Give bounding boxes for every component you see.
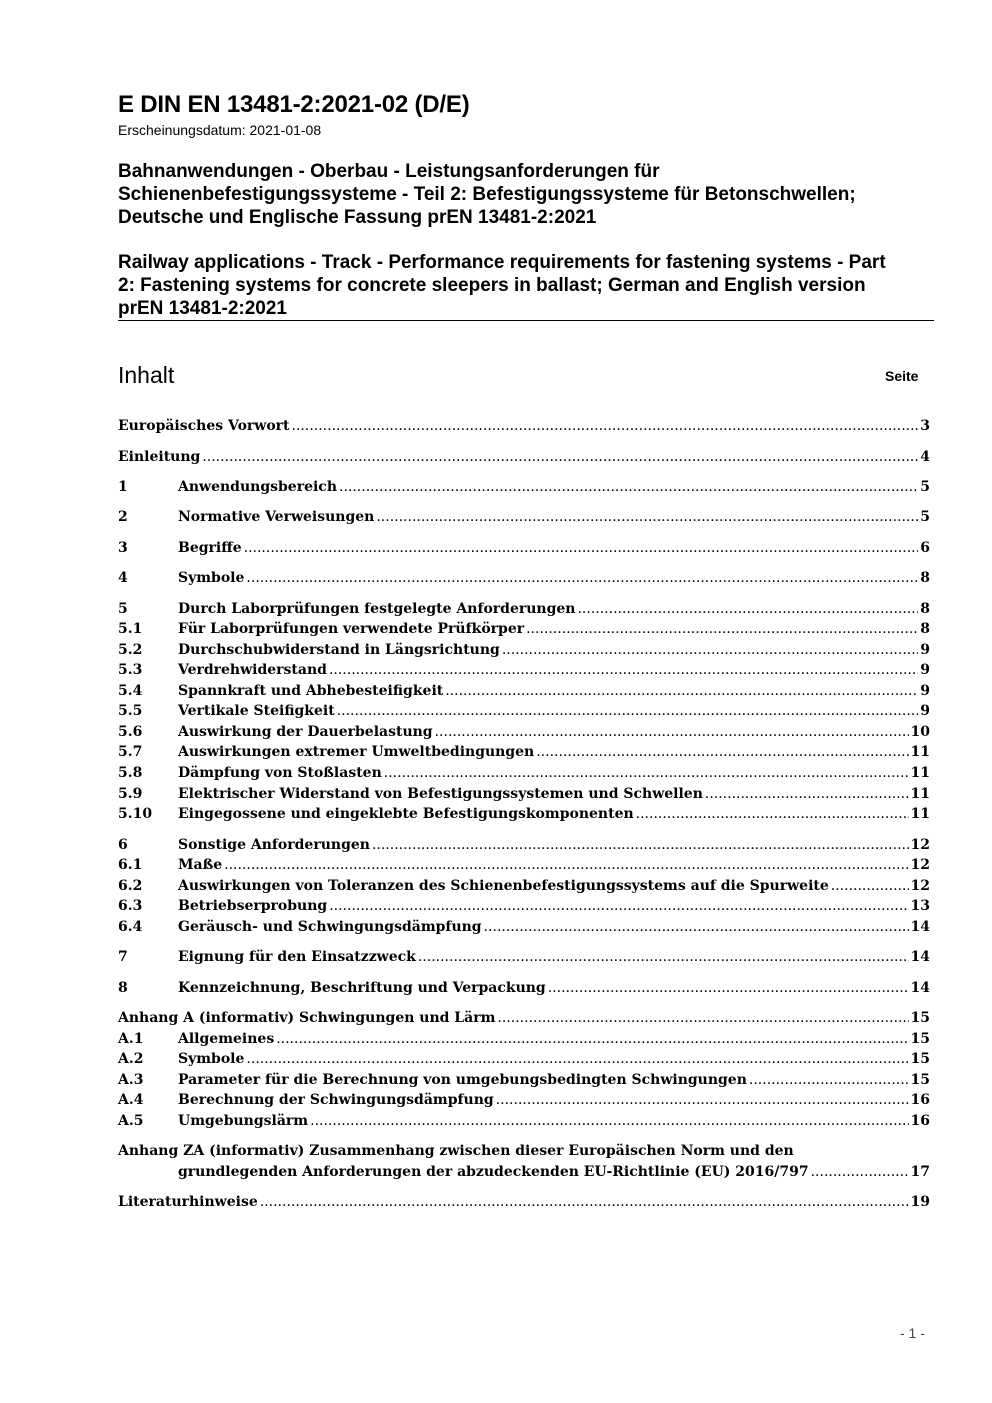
toc-entry-number: A.1: [118, 1031, 144, 1047]
toc-dot-leader: [260, 1194, 909, 1210]
toc-entry[interactable]: [118, 703, 930, 723]
toc-entry-title: Umgebungslärm: [178, 1113, 309, 1129]
toc-entry-page: 17: [910, 1164, 930, 1180]
toc-entry-title: Berechnung der Schwingungsdämpfung: [178, 1092, 494, 1108]
toc-entry-number: A.3: [118, 1072, 144, 1088]
toc-entry-title: Symbole: [178, 1051, 245, 1067]
toc-entry-title: Geräusch- und Schwingungsdämpfung: [178, 919, 482, 935]
toc-entry-title: Auswirkungen extremer Umweltbedingungen: [178, 744, 535, 760]
toc-entry-page: 15: [910, 1051, 930, 1067]
toc-entry-number: 5.10: [118, 806, 153, 822]
toc-dot-leader: [705, 786, 909, 802]
toc-entry-title: Europäisches Vorwort: [118, 418, 290, 434]
toc-dot-leader: [339, 479, 918, 495]
toc-entry-page: 11: [910, 786, 930, 802]
toc-entry[interactable]: [118, 1092, 930, 1112]
toc-dot-leader: [384, 765, 909, 781]
toc-entry-number: 6.2: [118, 878, 143, 894]
toc-entry[interactable]: [118, 949, 930, 969]
toc-dot-leader: [497, 1010, 908, 1026]
title-english: [118, 251, 938, 320]
toc-entry-title: Für Laborprüfungen verwendete Prüfkörper: [178, 621, 525, 637]
toc-entry-page: 12: [910, 857, 930, 873]
toc-entry-number: 5.4: [118, 683, 143, 699]
toc-entry-number: 3: [118, 540, 128, 556]
toc-entry-page: 5: [920, 509, 930, 525]
toc-entry-title: Allgemeines: [178, 1031, 275, 1047]
toc-entry-number: 2: [118, 509, 128, 525]
toc-entry-title: Anhang A (informativ) Schwingungen und Lärm: [118, 1010, 496, 1026]
toc-dot-leader: [276, 1031, 908, 1047]
toc-entry-title: Eignung für den Einsatzzweck: [178, 949, 416, 965]
toc-dot-leader: [526, 621, 918, 637]
toc-entry[interactable]: [118, 980, 930, 1000]
toc-entry-page: 16: [910, 1092, 930, 1108]
toc-entry-title: Betriebserprobung: [178, 898, 328, 914]
toc-entry-page: 13: [910, 898, 930, 914]
toc-entry[interactable]: [118, 570, 930, 590]
toc-entry[interactable]: [118, 919, 930, 939]
toc-dot-leader: [376, 509, 918, 525]
toc-entry-title: Begriffe: [178, 540, 242, 556]
toc-entry[interactable]: [118, 744, 930, 764]
toc-entry-page: 19: [910, 1194, 930, 1210]
toc-entry-page: 15: [910, 1072, 930, 1088]
toc-entry-title: Anwendungsbereich: [178, 479, 337, 495]
toc-entry-page: 8: [920, 601, 930, 617]
toc-entry[interactable]: [118, 786, 930, 806]
toc-entry-page: 15: [910, 1031, 930, 1047]
toc-entry-number: 5.3: [118, 662, 143, 678]
toc-entry-number: A.5: [118, 1113, 144, 1129]
toc-dot-leader: [329, 662, 918, 678]
toc-entry-title: Symbole: [178, 570, 245, 586]
toc-dot-leader: [536, 744, 908, 760]
title-german-line: Deutsche und Englische Fassung prEN 13481-2:2021: [118, 207, 597, 228]
toc-dot-leader: [202, 449, 918, 465]
toc-dot-leader: [292, 418, 919, 434]
toc-entry[interactable]: [118, 1113, 930, 1133]
toc-entry-page: 12: [910, 837, 930, 853]
toc-dot-leader: [246, 1051, 908, 1067]
toc-dot-leader: [418, 949, 909, 965]
toc-entry-page: 8: [920, 621, 930, 637]
toc-entry[interactable]: [118, 642, 930, 662]
toc-dot-leader: [831, 878, 909, 894]
title-german-line: Bahnanwendungen - Oberbau - Leistungsanforderungen für: [118, 161, 660, 182]
toc-entry-page: 11: [910, 744, 930, 760]
toc-entry[interactable]: [118, 765, 930, 785]
toc-entry[interactable]: [118, 621, 930, 641]
toc-entry[interactable]: [118, 724, 930, 744]
toc-entry[interactable]: [118, 1031, 930, 1051]
toc-dot-leader: [244, 540, 919, 556]
toc-entry[interactable]: [118, 418, 930, 438]
toc-dot-leader: [435, 724, 909, 740]
toc-entry-title: grundlegenden Anforderungen der abzudeckenden EU-Richtlinie (EU) 2016/797: [178, 1164, 809, 1180]
toc-entry[interactable]: [118, 449, 930, 469]
toc-dot-leader: [496, 1092, 909, 1108]
toc-entry-page: 15: [910, 1010, 930, 1026]
toc-entry-page: 14: [910, 980, 930, 996]
toc-entry[interactable]: [118, 601, 930, 621]
toc-entry-page: 14: [910, 949, 930, 965]
toc-dot-leader: [329, 898, 908, 914]
toc-entry-page: 6: [920, 540, 930, 556]
toc-entry[interactable]: [118, 509, 930, 529]
toc-entry-title: Dämpfung von Stoßlasten: [178, 765, 382, 781]
toc-entry[interactable]: [118, 1143, 930, 1163]
toc-entry[interactable]: [118, 662, 930, 682]
toc-entry-title: Vertikale Steifigkeit: [178, 703, 335, 719]
title-english-line: Railway applications - Track - Performance requirements for fastening systems - Part: [118, 252, 886, 273]
toc-entry-title: Spannkraft und Abhebesteifigkeit: [178, 683, 444, 699]
toc-entry[interactable]: [118, 1010, 930, 1030]
document-id: E DIN EN 13481-2:2021-02 (D/E): [118, 91, 470, 118]
toc-entry-title: Maße: [178, 857, 223, 873]
toc-entry-page: 5: [920, 479, 930, 495]
page-number: - 1 -: [900, 1325, 925, 1341]
toc-dot-leader: [445, 683, 918, 699]
toc-entry[interactable]: [118, 540, 930, 560]
toc-entry-number: 6.4: [118, 919, 143, 935]
toc-entry-page: 9: [920, 642, 930, 658]
toc-entry-number: 7: [118, 949, 128, 965]
toc-entry-page: 16: [910, 1113, 930, 1129]
toc-entry-number: 6.1: [118, 857, 143, 873]
toc-entry[interactable]: [118, 683, 930, 703]
toc-entry[interactable]: [118, 857, 930, 877]
toc-entry-number: 1: [118, 479, 128, 495]
toc-dot-leader: [811, 1164, 909, 1180]
toc-entry-title: Verdrehwiderstand: [178, 662, 327, 678]
toc-entry-number: 6.3: [118, 898, 143, 914]
toc-entry-page: 4: [920, 449, 930, 465]
toc-entry-number: 5: [118, 601, 128, 617]
toc-entry[interactable]: [118, 1164, 930, 1184]
toc-entry-title: Auswirkung der Dauerbelastung: [178, 724, 433, 740]
toc-page-label: Seite: [885, 368, 919, 384]
toc-entry[interactable]: [118, 837, 930, 857]
toc-entry-page: 9: [920, 662, 930, 678]
toc-dot-leader: [246, 570, 918, 586]
toc-entry-number: 5.2: [118, 642, 143, 658]
toc-entry-page: 3: [920, 418, 930, 434]
title-divider: [118, 320, 934, 321]
toc-entry-title: Durch Laborprüfungen festgelegte Anforderungen: [178, 601, 576, 617]
toc-entry[interactable]: [118, 898, 930, 918]
toc-entry-number: 5.8: [118, 765, 143, 781]
toc-entry-title: Anhang ZA (informativ) Zusammenhang zwischen dieser Europäischen Norm und den: [118, 1143, 794, 1159]
toc-entry-title: Durchschubwiderstand in Längsrichtung: [178, 642, 500, 658]
title-english-line: prEN 13481-2:2021: [118, 298, 287, 319]
toc-entry-page: 8: [920, 570, 930, 586]
toc-dot-leader: [372, 837, 909, 853]
toc-dot-leader: [636, 806, 909, 822]
toc-dot-leader: [749, 1072, 909, 1088]
toc-entry[interactable]: [118, 479, 930, 499]
toc-dot-leader: [337, 703, 919, 719]
toc-entry[interactable]: [118, 1051, 930, 1071]
toc-entry-page: 12: [910, 878, 930, 894]
toc-entry-number: A.2: [118, 1051, 144, 1067]
toc-entry-number: 4: [118, 570, 128, 586]
toc-dot-leader: [577, 601, 918, 617]
toc-entry-title: Kennzeichnung, Beschriftung und Verpackung: [178, 980, 546, 996]
toc-entry[interactable]: [118, 1194, 930, 1214]
toc-entry[interactable]: [118, 878, 930, 898]
toc-entry-page: 11: [910, 806, 930, 822]
toc-entry-page: 9: [920, 703, 930, 719]
title-german: [118, 160, 938, 229]
toc-dot-leader: [310, 1113, 908, 1129]
toc-dot-leader: [224, 857, 908, 873]
toc-entry-number: A.4: [118, 1092, 144, 1108]
toc-entry-title: Eingegossene und eingeklebte Befestigungskomponenten: [178, 806, 634, 822]
toc-dot-leader: [502, 642, 918, 658]
toc-entry-page: 10: [910, 724, 930, 740]
title-german-line: Schienenbefestigungssysteme - Teil 2: Befestigungssysteme für Betonschwellen;: [118, 184, 856, 205]
toc-entry-number: 5.7: [118, 744, 143, 760]
publication-date: Erscheinungsdatum: 2021-01-08: [118, 122, 322, 138]
toc-entry[interactable]: [118, 1072, 930, 1092]
toc-entry-page: 11: [910, 765, 930, 781]
toc-entry-page: 14: [910, 919, 930, 935]
toc-entry[interactable]: [118, 806, 930, 826]
toc-entry-page: 9: [920, 683, 930, 699]
title-english-line: 2: Fastening systems for concrete sleepers in ballast; German and English version: [118, 275, 866, 296]
toc-entry-number: 8: [118, 980, 128, 996]
toc-entry-number: 5.1: [118, 621, 143, 637]
toc-entry-number: 5.9: [118, 786, 143, 802]
toc-entry-title: Normative Verweisungen: [178, 509, 375, 525]
toc-dot-leader: [484, 919, 909, 935]
toc-entry-number: 6: [118, 837, 128, 853]
toc-entry-title: Literaturhinweise: [118, 1194, 258, 1210]
toc-entry-title: Sonstige Anforderungen: [178, 837, 370, 853]
toc-entry-title: Einleitung: [118, 449, 201, 465]
toc-entry-title: Auswirkungen von Toleranzen des Schienenbefestigungssystems auf die Spurweite: [178, 878, 829, 894]
toc-entry-number: 5.6: [118, 724, 143, 740]
toc-entry-number: 5.5: [118, 703, 143, 719]
toc-heading: Inhalt: [118, 362, 175, 388]
toc-entry-title: Elektrischer Widerstand von Befestigungssystemen und Schwellen: [178, 786, 703, 802]
toc-dot-leader: [548, 980, 909, 996]
toc-entry-title: Parameter für die Berechnung von umgebungsbedingten Schwingungen: [178, 1072, 747, 1088]
